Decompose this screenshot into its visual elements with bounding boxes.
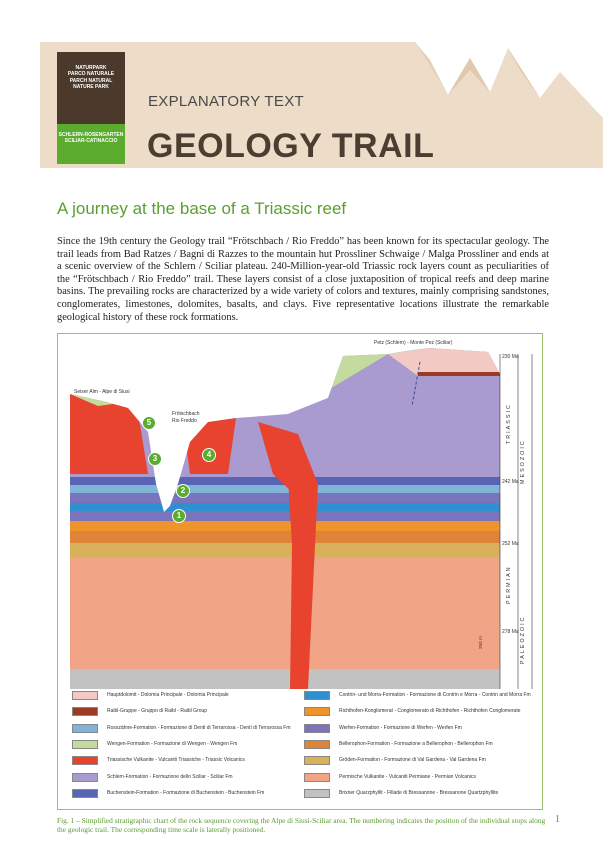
legend-label: Brixner Quarzphyllit - Fillade di Bressanone - Bressanone Quartzphyllite — [339, 789, 499, 796]
label-ma-230: 230 Ma — [502, 354, 519, 360]
legend-label: Bellerophon-Formation - Formazione a Bellerophon - Bellerophon Fm — [339, 740, 493, 747]
legend-label: Gröden-Formation - Formazione di Val Gardena - Val Gardena Fm — [339, 757, 486, 764]
legend-swatch — [304, 724, 330, 733]
legend-swatch — [72, 707, 98, 716]
logo-line: PARCH NATURAL — [69, 77, 113, 84]
section-subtitle: A journey at the base of a Triassic reef — [57, 199, 347, 218]
eyebrow-label: EXPLANATORY TEXT — [148, 93, 304, 110]
legend-label: Schlern-Formation - Formazione dello Sciliar - Sciliar Fm — [107, 773, 233, 780]
legend-swatch — [304, 773, 330, 782]
stop-marker-1: 1 — [172, 509, 186, 523]
label-ma-242: 242 Ma — [502, 479, 519, 485]
label-ma-252: 252 Ma — [502, 541, 519, 547]
label-rio-freddo: Rio Freddo — [172, 418, 197, 424]
figure-legend — [72, 691, 532, 806]
legend-label: Richthofen-Konglomerat - Conglomerato di Richthofen - Richthofen Conglomerate — [339, 708, 521, 715]
period-triassic: TRIASSIC — [506, 403, 512, 444]
label-petz: Petz (Schlern) - Monte Pez (Sciliar) — [374, 340, 453, 346]
legend-label: Buchenstein-Formation - Formazione di Buchenstein - Buchenstein Fm — [107, 789, 265, 796]
legend-swatch — [304, 740, 330, 749]
legend-swatch — [72, 773, 98, 782]
legend-swatch — [72, 740, 98, 749]
stop-marker-2: 2 — [176, 484, 190, 498]
legend-label: Werfen-Formation - Formazione di Werfen - Werfen Fm — [339, 724, 462, 731]
nature-park-logo — [57, 52, 125, 164]
legend-swatch — [304, 789, 330, 798]
cross-section — [58, 334, 543, 689]
legend-label: Rosszähne-Formation - Formazione di Denti di Terrarossa - Denti di Terrarossa Fm — [107, 724, 291, 731]
legend-label: Hauptdolomit - Dolomia Principale - Dolomia Principale — [107, 692, 229, 698]
legend-label: Wengen-Formation - Formazione di Wengen - Wengen Fm — [107, 740, 238, 747]
logo-top-panel — [57, 52, 125, 124]
figure-caption: Fig. 1 – Simplified stratigraphic chart of the rock sequence covering the Alpe di Siusi-Sciliar area. The numbering indicates the position of the individual stops along the geologic trail. The corresponding time scale is laterally positioned. — [57, 816, 546, 834]
legend-swatch — [72, 789, 98, 798]
legend-swatch — [72, 724, 98, 733]
label-ma-278: 278 Ma — [502, 629, 519, 635]
logo-line: NATURE PARK — [73, 84, 109, 91]
legend-swatch — [304, 691, 330, 700]
label-froetschbach: Frötschbach — [172, 411, 200, 417]
stop-marker-3: 3 — [148, 452, 162, 466]
logo-line: SCHLERN-ROSENGARTEN — [58, 132, 124, 138]
era-mesozoic: MESOZOIC — [520, 439, 526, 484]
legend-swatch — [304, 707, 330, 716]
stratigraphic-figure — [57, 333, 543, 810]
label-seiser-alm: Seiser Alm - Alpe di Siusi — [74, 389, 130, 395]
page-title: GEOLOGY TRAIL — [147, 127, 435, 165]
legend-label: Permische Vulkanite - Vulcaniti Permiane - Permian Volcanics — [339, 773, 476, 780]
logo-bottom-panel — [57, 124, 125, 164]
intro-paragraph: Since the 19th century the Geology trail “Frötschbach / Rio Freddo” has been known for its spectacular geology. The trail leads from Bad Ratzes / Bagni di Razzes to the mountain hut Prossliner Schwaige / Malga Prossliner and ends at a scenic overview of the Schlern / Sciliar plateau. 240-Million-year-old Triassic rock layers count as peculiarities of the “Frötschbach / Rio Freddo” trail. These layers consist of a close juxtaposition of tropical reefs and deep marine basins. The prevailing rocks are characterized by a wide variety of colors and textures, mainly comprising sandstones, conglomerates, limestones, dolomites, basalts, and clays. Five representative locations illustrate the remarkable geological history of these rock formations. — [57, 236, 549, 323]
logo-line: PARCO NATURALE — [67, 71, 115, 78]
scale-bar-label: 250 m — [478, 636, 483, 649]
logo-line: NATURPARK — [75, 65, 107, 71]
era-paleozoic: PALEOZOIC — [520, 615, 526, 664]
stop-marker-5: 5 — [142, 416, 156, 430]
legend-label: Triassische Vulkanite - Vulcaniti Triassiche - Triassic Volcanics — [107, 757, 245, 764]
legend-swatch — [304, 756, 330, 765]
legend-label: Contrin- und Morra-Formation - Formazione di Contrin e Morra - Contrin and Morra Fm — [339, 692, 531, 698]
stop-marker-4: 4 — [202, 448, 216, 462]
period-permian: PERMIAN — [506, 565, 512, 604]
page-number: 1 — [555, 814, 560, 825]
legend-swatch — [72, 756, 98, 765]
legend-swatch — [72, 691, 98, 700]
legend-label: Raibl-Gruppe - Gruppo di Raibl - Raibl Group — [107, 708, 208, 715]
logo-line: SCILIAR-CATINACCIO — [64, 138, 118, 145]
